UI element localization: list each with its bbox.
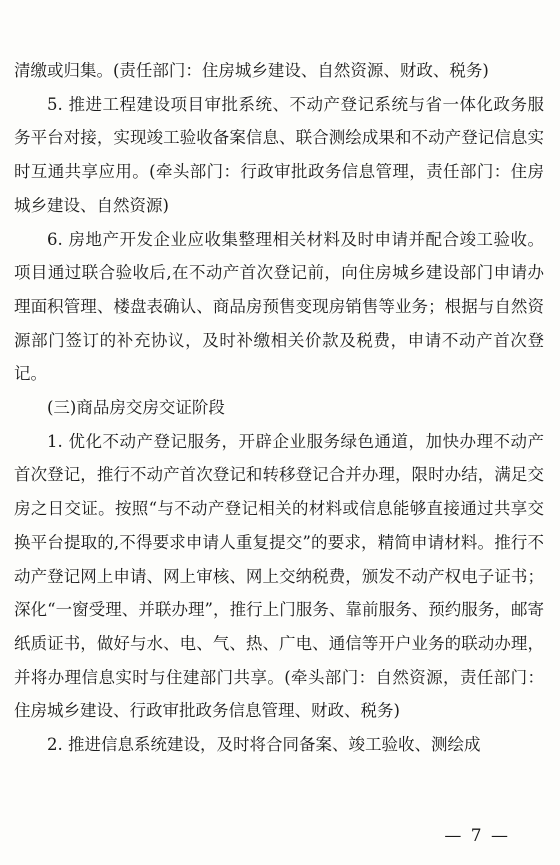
section-heading: (三)商品房交房交证阶段 bbox=[47, 398, 225, 418]
paragraph-3: 6. 房地产开发企业应收集整理相关材料及时申请并配合竣工验收。项目通过联合验收后,在不动产首次登记前，向住房城乡建设部门申请办理面积管理、楼盘表确认、商品房预售变现房销售等业务；根据与自然资源部门签订的补充协议，及时补缴相关价款及税费，申请不动产首次登记。 bbox=[14, 229, 544, 384]
page-number: — 7 — bbox=[444, 826, 510, 846]
document-body bbox=[14, 54, 544, 762]
paragraph-2: 5. 推进工程建设项目审批系统、不动产登记系统与省一体化政务服务平台对接，实现竣工验收备案信息、联合测绘成果和不动产登记信息实时互通共享应用。(牵头部门：行政审批政务信息管理，责任部门：住房城乡建设、自然资源) bbox=[14, 94, 544, 215]
paragraph-1: 清缴或归集。(责任部门：住房城乡建设、自然资源、财政、税务) bbox=[14, 61, 489, 80]
paragraph-5: 2. 推进信息系统建设，及时将合同备案、竣工验收、测绘成 bbox=[47, 735, 481, 755]
paragraph-4: 1. 优化不动产登记服务，开辟企业服务绿色通道，加快办理不动产首次登记，推行不动产首次登记和转移登记合并办理，限时办结，满足交房之日交证。按照“与不动产登记相关的材料或信息能够直接通过共享交换平台提取的,不得要求申请人重复提交”的要求，精简申请材料。推行不动产登记网上申请、网上审核、网上交纳税费，颁发不动产权电子证书；深化“一窗受理、并联办理”，推行上门服务、靠前服务、预约服务，邮寄纸质证书，做好与水、电、气、热、广电、通信等开户业务的联动办理，并将办理信息实时与住建部门共享。(牵头部门：自然资源，责任部门：住房城乡建设、行政审批政务信息管理、财政、税务) bbox=[14, 431, 544, 721]
